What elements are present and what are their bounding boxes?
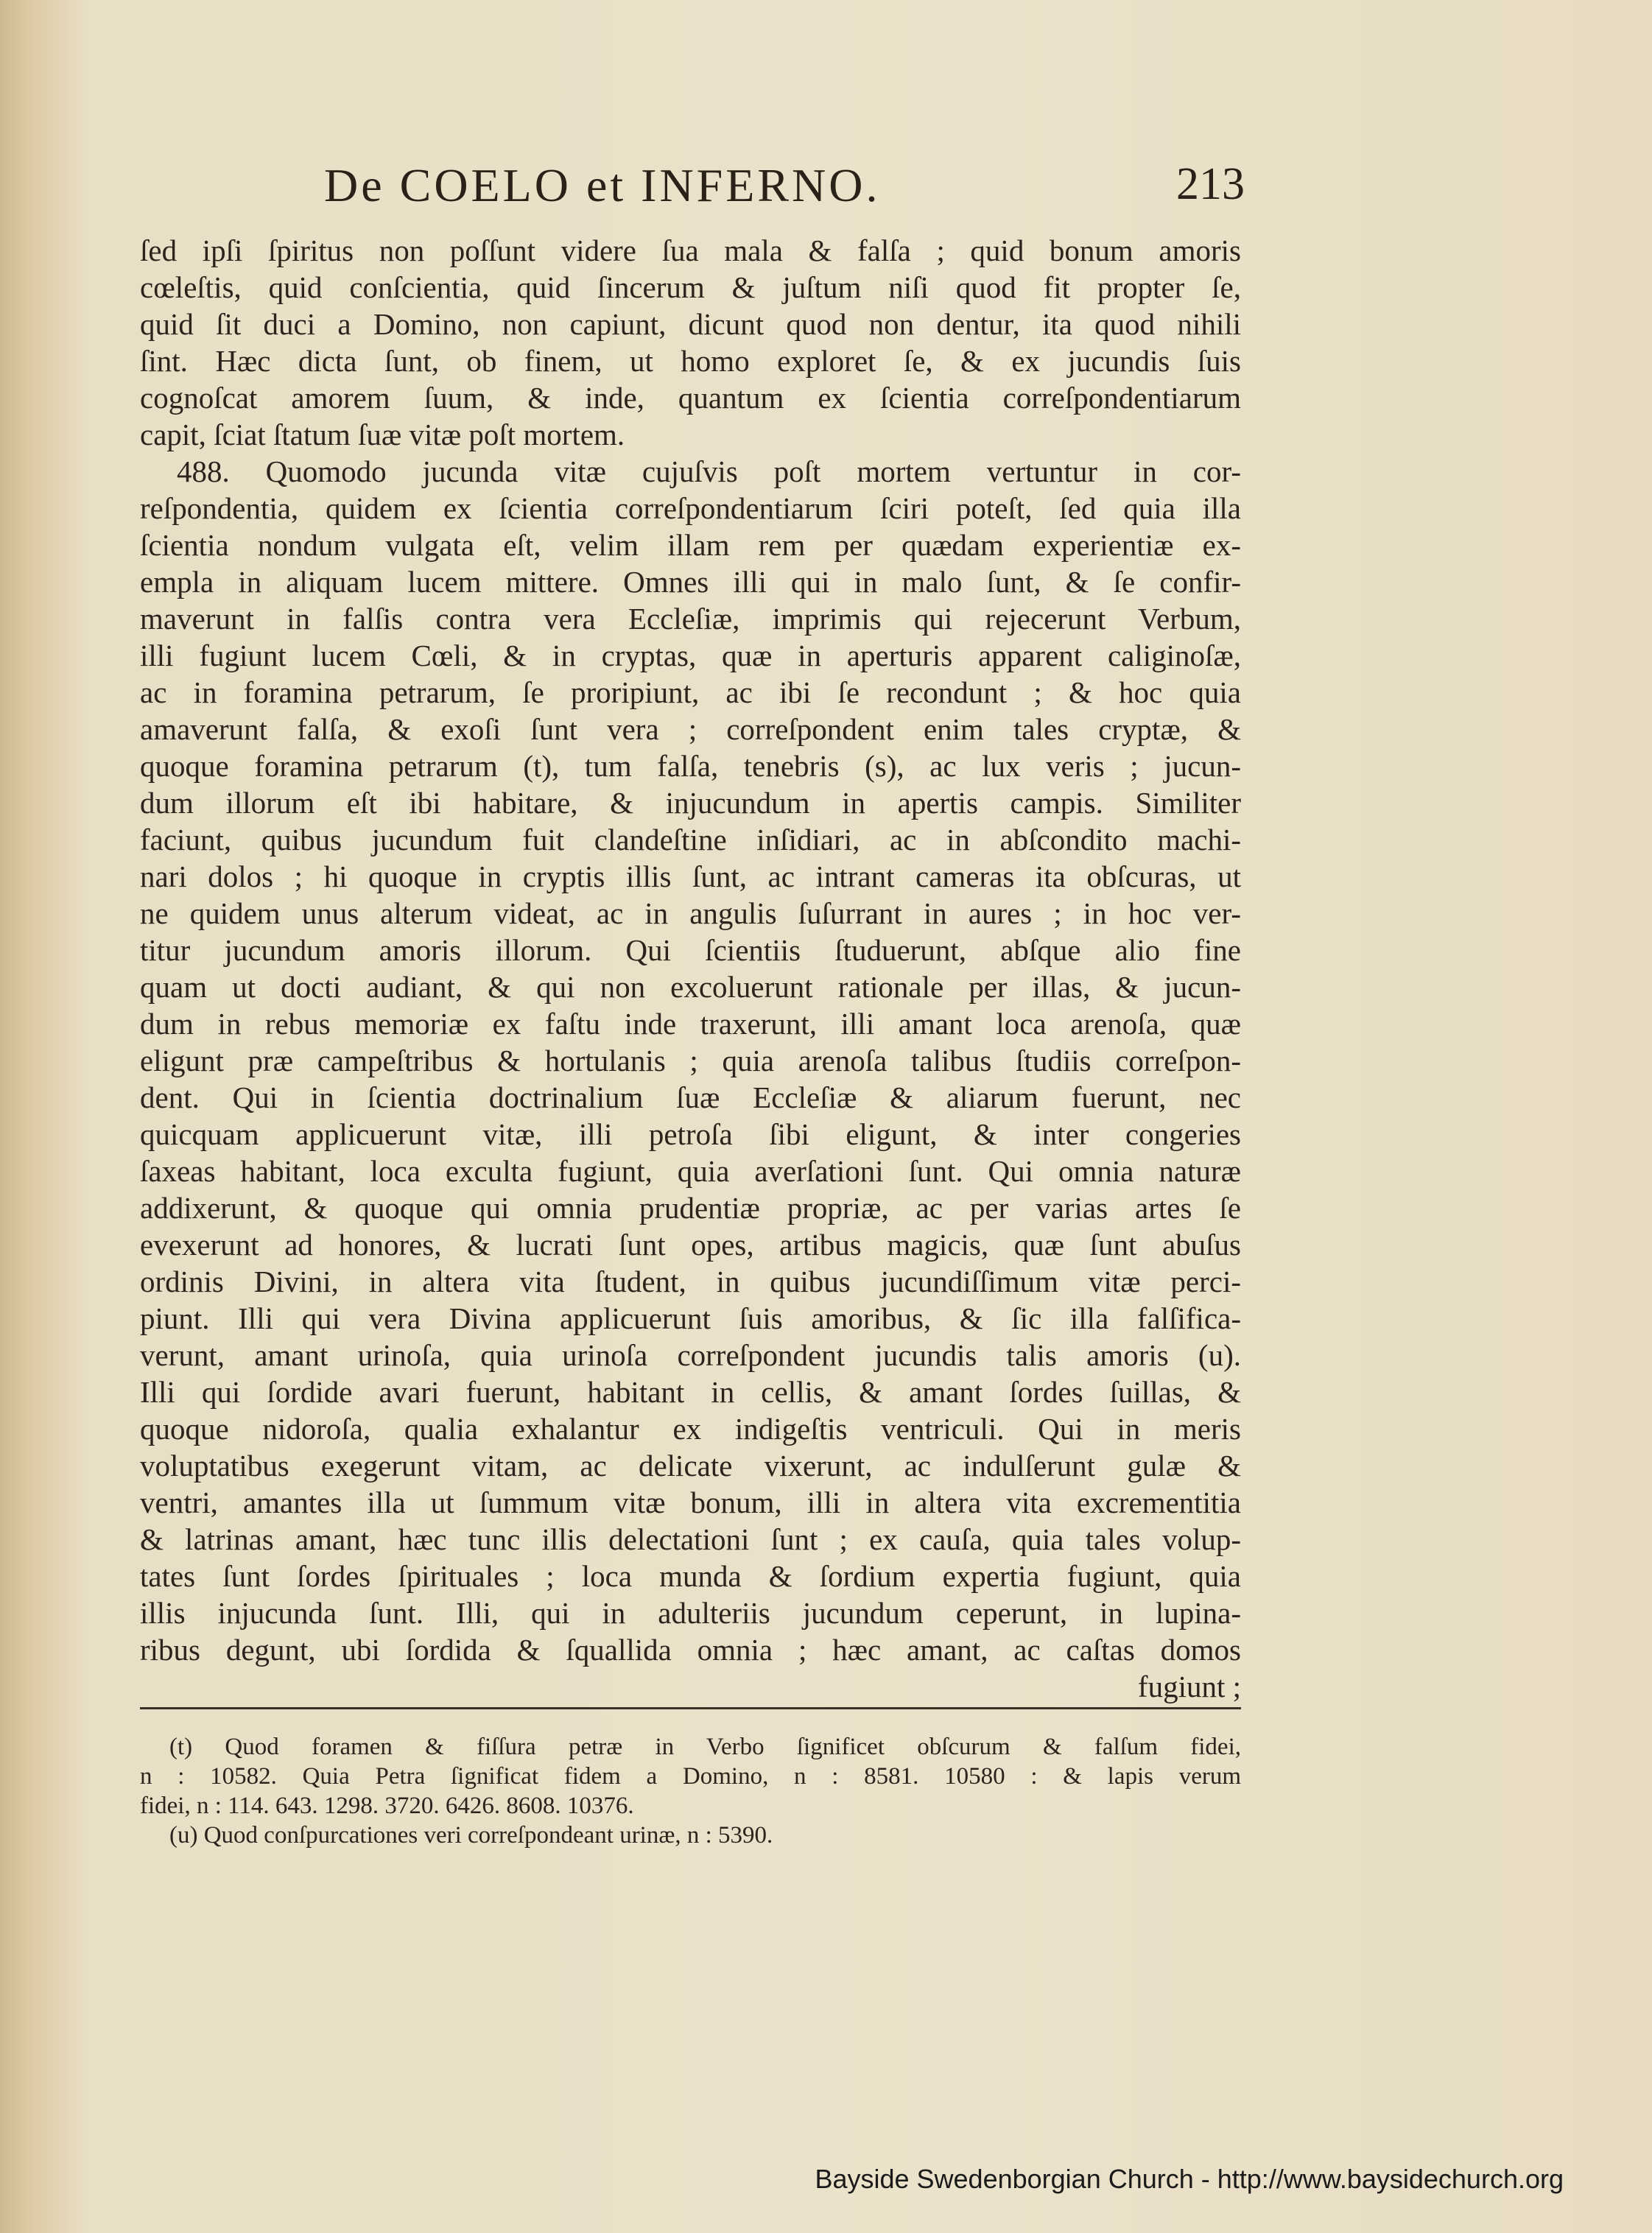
text-line: ſaxeas habitant, loca exculta fugiunt, quia averſationi ſunt. Qui omnia naturæ <box>140 1154 1241 1188</box>
text-line: quam ut docti audiant, & qui non excoluerunt rationale per illas, & jucun- <box>140 970 1241 1004</box>
text-line: quicquam applicuerunt vitæ, illi petroſa ſibi eligunt, & inter congeries <box>140 1117 1241 1151</box>
catchword: fugiunt ; <box>1137 1670 1241 1703</box>
text-line: cognoſcat amorem ſuum, & inde, quantum ex ſcientia correſpondentiarum <box>140 381 1241 415</box>
text-line: piunt. Illi qui vera Divina applicuerunt ſuis amoribus, & ſic illa falſifica- <box>140 1301 1241 1335</box>
text-line: ſed ipſi ſpiritus non poſſunt videre ſua mala & falſa ; quid bonum amoris <box>140 233 1241 267</box>
running-title: De COELO et INFERNO. <box>324 159 881 211</box>
text-line: empla in aliquam lucem mittere. Omnes illi qui in malo ſunt, & ſe confir- <box>140 565 1241 599</box>
text-line: verunt, amant urinoſa, quia urinoſa correſpondent jucundis talis amoris (u). <box>140 1338 1241 1372</box>
footnote-rule <box>140 1707 1241 1709</box>
text-line: eligunt præ campeſtribus & hortulanis ; quia arenoſa talibus ſtudiis correſpon- <box>140 1044 1241 1077</box>
text-line: capit, ſciat ſtatum ſuæ vitæ poſt mortem. <box>140 418 625 451</box>
watermark-credit: Bayside Swedenborgian Church - http://www.baysidechurch.org <box>815 2164 1564 2194</box>
text-line: dum in rebus memoriæ ex faſtu inde traxerunt, illi amant loca arenoſa, quæ <box>140 1007 1241 1041</box>
footnote-t-cont: n : 10582. Quia Petra ſignificat fidem a Domino, n : 8581. 10580 : & lapis verum <box>140 1763 1241 1790</box>
text-line: quoque foramina petrarum (t), tum falſa, tenebris (s), ac lux veris ; jucun- <box>140 749 1241 783</box>
text-line: amaverunt falſa, & exoſi ſunt vera ; correſpondent enim tales cryptæ, & <box>140 712 1241 746</box>
text-line: titur jucundum amoris illorum. Qui ſcientiis ſtuduerunt, abſque alio fine <box>140 933 1241 967</box>
footnote-u: (u) Quod conſpurcationes veri correſpondeant urinæ, n : 5390. <box>169 1822 773 1849</box>
text-line: ne quidem unus alterum videat, ac in angulis ſuſurrant in aures ; in hoc ver- <box>140 896 1241 930</box>
footnote-t: (t) Quod foramen & fiſſura petræ in Verbo ſignificet obſcurum & falſum fidei, <box>169 1734 1241 1760</box>
text-line: maverunt in falſis contra vera Eccleſiæ, imprimis qui rejecerunt Verbum, <box>140 602 1241 636</box>
text-line: & latrinas amant, hæc tunc illis delectationi ſunt ; ex cauſa, quia tales volup- <box>140 1522 1241 1556</box>
text-line: ribus degunt, ubi ſordida & ſquallida omnia ; hæc amant, ac caſtas domos <box>140 1633 1241 1667</box>
text-line: Illi qui ſordide avari fuerunt, habitant in cellis, & amant ſordes ſuillas, & <box>140 1375 1241 1409</box>
text-line: ordinis Divini, in altera vita ſtudent, in quibus jucundiſſimum vitæ perci- <box>140 1265 1241 1298</box>
running-head <box>324 158 1245 217</box>
paragraph-start-488: 488. Quomodo jucunda vitæ cujuſvis poſt mortem vertuntur in cor- <box>177 454 1241 488</box>
text-line: ſint. Hæc dicta ſunt, ob finem, ut homo exploret ſe, & ex jucundis ſuis <box>140 344 1241 378</box>
text-line: nari dolos ; hi quoque in cryptis illis ſunt, ac intrant cameras ita obſcuras, ut <box>140 859 1241 893</box>
text-line: illi fugiunt lucem Cœli, & in cryptas, quæ in aperturis apparent caliginoſæ, <box>140 639 1241 672</box>
text-line: cœleſtis, quid conſcientia, quid ſincerum & juſtum niſi quod fit propter ſe, <box>140 270 1241 304</box>
text-line: dent. Qui in ſcientia doctrinalium ſuæ Eccleſiæ & aliarum fuerunt, nec <box>140 1080 1241 1114</box>
page-number: 213 <box>1176 159 1245 209</box>
text-line: tates ſunt ſordes ſpirituales ; loca munda & ſordium expertia fugiunt, quia <box>140 1559 1241 1593</box>
text-line: ac in foramina petrarum, ſe proripiunt, ac ibi ſe recondunt ; & hoc quia <box>140 675 1241 709</box>
text-line: ſcientia nondum vulgata eſt, velim illam rem per quædam experientiæ ex- <box>140 528 1241 562</box>
text-line: addixerunt, & quoque qui omnia prudentiæ propriæ, ac per varias artes ſe <box>140 1191 1241 1225</box>
body-text <box>140 232 1241 1705</box>
text-line: illis injucunda ſunt. Illi, qui in adulteriis jucundum ceperunt, in lupina- <box>140 1596 1241 1630</box>
text-line: voluptatibus exegerunt vitam, ac delicate vixerunt, ac indulſerunt gulæ & <box>140 1449 1241 1483</box>
text-line: dum illorum eſt ibi habitare, & injucundum in apertis campis. Similiter <box>140 786 1241 820</box>
text-line: quid ſit duci a Domino, non capiunt, dicunt quod non dentur, ita quod nihili <box>140 307 1241 341</box>
footnotes <box>140 1732 1241 1850</box>
text-line: ventri, amantes illa ut ſummum vitæ bonum, illi in altera vita excrementitia <box>140 1485 1241 1519</box>
text-line: reſpondentia, quidem ex ſcientia correſpondentiarum ſciri poteſt, ſed quia illa <box>140 491 1241 525</box>
footnote-t-cont: fidei, n : 114. 643. 1298. 3720. 6426. 8608. 10376. <box>140 1793 634 1819</box>
text-line: quoque nidoroſa, qualia exhalantur ex indigeſtis ventriculi. Qui in meris <box>140 1412 1241 1446</box>
text-line: faciunt, quibus jucundum fuit clandeſtine inſidiari, ac in abſcondito machi- <box>140 823 1241 857</box>
text-line: evexerunt ad honores, & lucrati ſunt opes, artibus magicis, quæ ſunt abuſus <box>140 1228 1241 1262</box>
